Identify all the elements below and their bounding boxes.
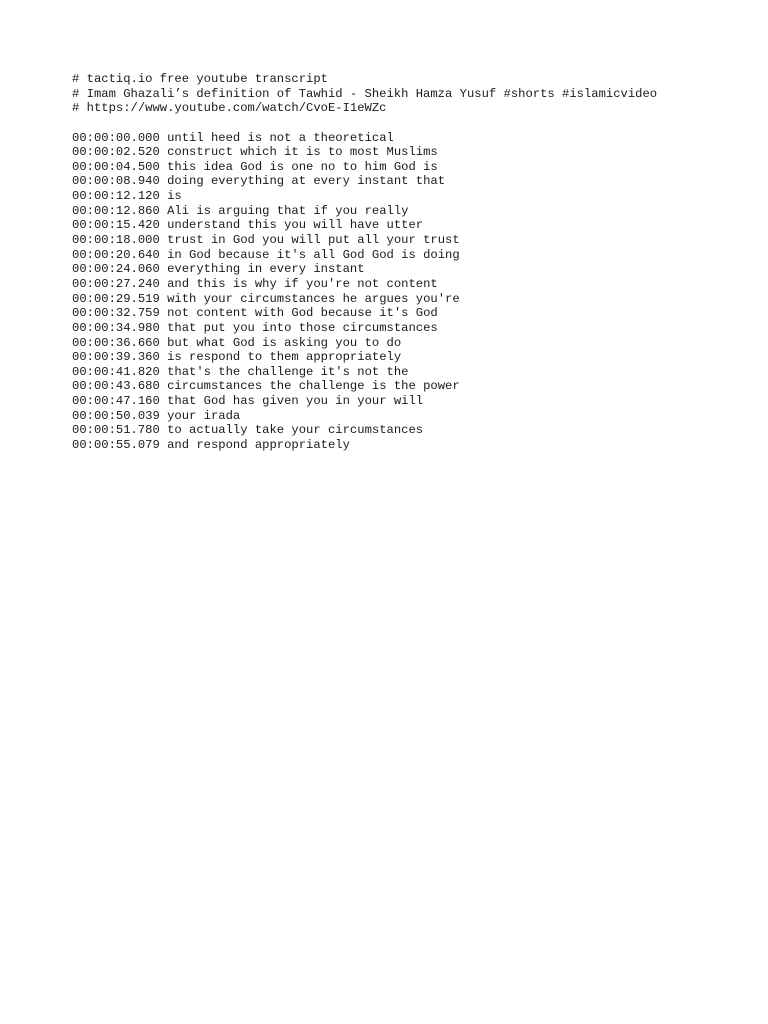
- timestamp: 00:00:55.079: [72, 438, 160, 453]
- caption-text: not content with God because it's God: [167, 306, 438, 321]
- blank-line: [72, 116, 752, 131]
- caption-text: understand this you will have utter: [167, 218, 424, 233]
- caption-text: your irada: [167, 408, 241, 423]
- transcript-line: [72, 379, 752, 394]
- transcript-line: [72, 409, 752, 424]
- header-line-source: # tactiq.io free youtube transcript: [72, 72, 328, 86]
- transcript-line: [72, 248, 752, 263]
- transcript-line: [72, 321, 752, 336]
- caption-text: is: [167, 189, 182, 204]
- document-page: [72, 72, 752, 453]
- timestamp: 00:00:43.680: [72, 379, 160, 394]
- transcript-line: [72, 306, 752, 321]
- caption-text: trust in God you will put all your trust: [167, 233, 460, 248]
- timestamp: 00:00:27.240: [72, 276, 160, 291]
- transcript-line: [72, 233, 752, 248]
- timestamp: 00:00:29.519: [72, 291, 160, 306]
- caption-text: that's the challenge it's not the: [167, 364, 409, 379]
- timestamp: 00:00:20.640: [72, 247, 160, 262]
- timestamp: 00:00:18.000: [72, 233, 160, 248]
- timestamp: 00:00:02.520: [72, 145, 160, 160]
- transcript-line: [72, 292, 752, 307]
- header-line-title: # Imam Ghazali’s definition of Tawhid - Sheikh Hamza Yusuf #shorts #islamicvideo: [72, 86, 658, 101]
- transcript-line: [72, 189, 752, 204]
- timestamp: 00:00:12.120: [72, 189, 160, 204]
- header-line-url: # https://www.youtube.com/watch/CvoE-I1eWZc: [72, 101, 387, 116]
- timestamp: 00:00:12.860: [72, 203, 160, 218]
- timestamp: 00:00:41.820: [72, 364, 160, 379]
- caption-text: circumstances the challenge is the power: [167, 379, 460, 394]
- caption-text: and respond appropriately: [167, 438, 350, 453]
- transcript-line: [72, 350, 752, 365]
- caption-text: that put you into those circumstances: [167, 320, 438, 335]
- transcript-line: [72, 365, 752, 380]
- timestamp: 00:00:24.060: [72, 262, 160, 277]
- caption-text: until heed is not a theoretical: [167, 130, 394, 145]
- transcript-line: [72, 262, 752, 277]
- caption-text: in God because it's all God God is doing: [167, 247, 460, 262]
- timestamp: 00:00:36.660: [72, 335, 160, 350]
- transcript-line: [72, 160, 752, 175]
- caption-text: Ali is arguing that if you really: [167, 203, 409, 218]
- transcript-line: [72, 204, 752, 219]
- timestamp: 00:00:51.780: [72, 423, 160, 438]
- transcript-body: [72, 131, 752, 453]
- timestamp: 00:00:00.000: [72, 130, 160, 145]
- caption-text: doing everything at every instant that: [167, 174, 446, 189]
- caption-text: with your circumstances he argues you're: [167, 291, 460, 306]
- transcript-header: [72, 72, 752, 116]
- caption-text: everything in every instant: [167, 262, 365, 277]
- caption-text: to actually take your circumstances: [167, 423, 424, 438]
- timestamp: 00:00:47.160: [72, 394, 160, 409]
- transcript-line: [72, 277, 752, 292]
- caption-text: and this is why if you're not content: [167, 276, 438, 291]
- transcript-line: [72, 394, 752, 409]
- timestamp: 00:00:50.039: [72, 408, 160, 423]
- caption-text: that God has given you in your will: [167, 394, 424, 409]
- timestamp: 00:00:32.759: [72, 306, 160, 321]
- transcript-line: [72, 218, 752, 233]
- caption-text: this idea God is one no to him God is: [167, 159, 438, 174]
- timestamp: 00:00:39.360: [72, 350, 160, 365]
- caption-text: construct which it is to most Muslims: [167, 145, 438, 160]
- caption-text: but what God is asking you to do: [167, 335, 402, 350]
- transcript-line: [72, 438, 752, 453]
- caption-text: is respond to them appropriately: [167, 350, 402, 365]
- timestamp: 00:00:15.420: [72, 218, 160, 233]
- transcript-line: [72, 174, 752, 189]
- transcript-line: [72, 131, 752, 146]
- transcript-line: [72, 145, 752, 160]
- timestamp: 00:00:34.980: [72, 320, 160, 335]
- timestamp: 00:00:08.940: [72, 174, 160, 189]
- transcript-line: [72, 336, 752, 351]
- transcript-line: [72, 423, 752, 438]
- timestamp: 00:00:04.500: [72, 159, 160, 174]
